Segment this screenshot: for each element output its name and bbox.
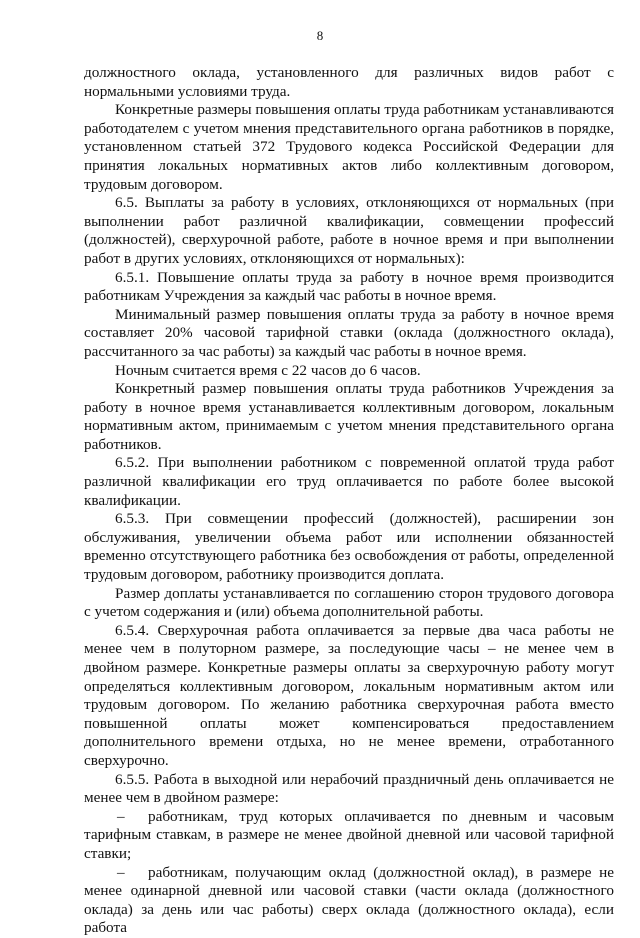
page-number: 8 [316, 28, 324, 43]
paragraph-night-specific-size: Конкретный размер повышения оплаты труда работников Учреждения за работу в ночное время устанавливается коллективным договором, локальным нормативным актом, принимаемым с учетом мнения представительного органа работников. [84, 380, 614, 453]
paragraph-6-5-1: 6.5.1. Повышение оплаты труда за работу в ночное время производится работникам Учреждения за каждый час работы в ночное время. [84, 268, 614, 305]
paragraph-6-5-5: 6.5.5. Работа в выходной или нерабочий праздничный день оплачивается не менее чем в двойном размере: [84, 770, 614, 807]
paragraph-additional-payment-size: Размер доплаты устанавливается по соглашению сторон трудового договора с учетом содержания и (или) объема дополнительной работы. [84, 584, 614, 621]
list-marker: – [117, 807, 125, 825]
list-marker: – [117, 863, 125, 881]
paragraph-6-5-3: 6.5.3. При совмещении профессий (должностей), расширении зон обслуживания, увеличении объема работ или исполнении обязанностей временно отсутствующего работника без освобождения от работы, определенной трудовым договором, работнику производится доплата. [84, 510, 614, 584]
paragraph-specific-raise-sizes: Конкретные размеры повышения оплаты труда работникам устанавливаются работодателем с учетом мнения представительного органа работников в порядке, установленном статьей 372 Трудового кодекса Российской Федерации для принятия локальных нормативных актов либо коллективным договором, трудовым договором. [84, 101, 614, 193]
paragraph-6-5-4: 6.5.4. Сверхурочная работа оплачивается за первые два часа работы не менее чем в полуторном размере, за последующие часы – не менее чем в двойном размере. Конкретные размеры оплаты за сверхурочную работу могут определяться коллективным договором, локальным нормативным актом или трудовым договором. По желанию работника сверхурочная работа вместо повышенной оплаты может компенсироваться предоставлением дополнительного времени отдыха, но не менее времени, отработанного сверхурочно. [84, 621, 614, 769]
list-item-salary [84, 864, 614, 938]
paragraph-6-5: 6.5. Выплаты за работу в условиях, отклоняющихся от нормальных (при выполнении работ различной квалификации, совмещении профессий (должностей), сверхурочной работе, работе в ночное время и при выполнении работ в других условиях, отклоняющихся от нормальных): [84, 194, 614, 267]
paragraph-oklad-continuation: должностного оклада, установленного для различных видов работ с нормальными условиями труда. [84, 64, 614, 100]
document-body [84, 64, 614, 938]
paragraph-night-hours: Ночным считается время с 22 часов до 6 часов. [115, 361, 421, 379]
list-item-tariff-rates [84, 808, 614, 864]
paragraph-6-5-2: 6.5.2. При выполнении работником с повременной оплатой труда работ различной квалификации его труд оплачивается по работе более высокой квалификации. [84, 454, 614, 509]
list-item-text: работникам, труд которых оплачивается по дневным и часовым тарифным ставкам, в размере не менее двойной дневной или часовой тарифной ставки; [84, 807, 614, 862]
list-item-text: работникам, получающим оклад (должностной оклад), в размере не менее одинарной дневной или часовой ставки (части оклада (должностного оклада) за день или час работы) сверх оклада (должностного оклада), если работа [84, 863, 614, 937]
paragraph-night-minimum: Минимальный размер повышения оплаты труда за работу в ночное время составляет 20% часовой тарифной ставки (оклада (должностного оклада), рассчитанного за час работы) за каждый час работы в ночное время. [84, 305, 614, 360]
